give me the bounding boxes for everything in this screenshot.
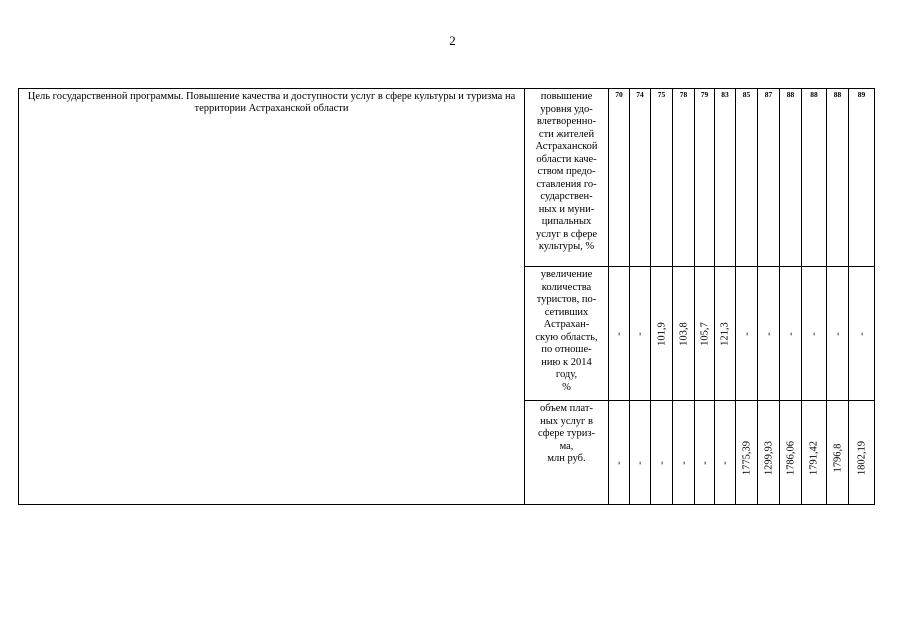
program-goal-text: Цель государственной программы. Повышение качества и доступности услуг в сфере культуры и туризма на территории Астраханской области bbox=[27, 91, 516, 114]
indicator-line: Астрахан- bbox=[543, 319, 590, 330]
value-cell bbox=[609, 401, 630, 505]
value-text: 1775,39 bbox=[741, 440, 752, 475]
value-text: - bbox=[832, 331, 843, 336]
value-text: - bbox=[699, 461, 710, 465]
value-cell bbox=[758, 267, 780, 401]
value-cell: 88 bbox=[802, 89, 827, 267]
value-cell bbox=[849, 401, 875, 505]
value-text: - bbox=[808, 331, 820, 336]
program-goal-cell bbox=[19, 89, 525, 505]
value-cell bbox=[651, 401, 673, 505]
indicator-line: уровня удо- bbox=[540, 103, 593, 115]
value-cell bbox=[609, 267, 630, 401]
indicator-line: % bbox=[562, 381, 571, 393]
value-cell bbox=[758, 401, 780, 505]
indicator-line: сетивших bbox=[544, 306, 589, 318]
value-cell bbox=[630, 401, 651, 505]
indicator-line: ных услуг в bbox=[540, 415, 593, 427]
value-cell: 75 bbox=[651, 89, 673, 267]
indicator-cell bbox=[525, 401, 609, 505]
indicator-line: ставления го- bbox=[536, 178, 597, 190]
value-cell bbox=[715, 267, 736, 401]
value-cell bbox=[827, 401, 849, 505]
value-text: 1786,06 bbox=[785, 440, 796, 475]
indicator-line: сударствен- bbox=[540, 191, 593, 202]
value-cell bbox=[673, 401, 695, 505]
indicator-line: объем плат- bbox=[539, 403, 594, 414]
value-text: 103,8 bbox=[678, 321, 689, 346]
indicator-cell bbox=[525, 267, 609, 401]
indicator-line: услуг в сфере bbox=[535, 228, 598, 240]
value-text: - bbox=[656, 461, 667, 465]
value-cell bbox=[630, 267, 651, 401]
value-text: - bbox=[613, 331, 625, 336]
value-cell: 88 bbox=[780, 89, 802, 267]
indicator-line: скую область, bbox=[535, 331, 598, 343]
indicator-line: влетворенно- bbox=[536, 116, 597, 127]
indicator-line: количества bbox=[541, 281, 592, 293]
indicator-line: ма, bbox=[559, 440, 574, 452]
value-cell bbox=[780, 267, 802, 401]
indicator-line: культуры, % bbox=[538, 241, 595, 252]
value-text: 1802,19 bbox=[856, 440, 867, 475]
page-number: 2 bbox=[449, 33, 456, 48]
value-text: 1791,42 bbox=[808, 440, 820, 475]
value-text: - bbox=[719, 461, 731, 465]
value-cell bbox=[736, 401, 758, 505]
value-text: 105,7 bbox=[699, 321, 710, 346]
table-row bbox=[19, 89, 875, 267]
value-text: - bbox=[678, 461, 689, 465]
value-text: - bbox=[856, 331, 867, 336]
indicator-line: ципальных bbox=[541, 216, 592, 227]
indicator-line: году, bbox=[555, 369, 578, 380]
value-text: 1299,93 bbox=[763, 440, 774, 475]
indicator-line: туристов, по- bbox=[536, 294, 597, 305]
value-text: - bbox=[634, 461, 646, 465]
value-text: 101,9 bbox=[656, 321, 667, 346]
indicator-line: по отноше- bbox=[541, 344, 592, 355]
value-cell bbox=[849, 267, 875, 401]
value-cell bbox=[802, 401, 827, 505]
indicator-line: увеличение bbox=[540, 269, 593, 280]
value-cell: 74 bbox=[630, 89, 651, 267]
value-cell bbox=[780, 401, 802, 505]
indicator-line: сфере туриз- bbox=[537, 428, 595, 439]
indicator-line: ством предо- bbox=[537, 166, 596, 177]
value-cell bbox=[736, 267, 758, 401]
indicator-line: нию к 2014 bbox=[541, 356, 592, 368]
value-cell bbox=[695, 401, 715, 505]
value-cell bbox=[827, 267, 849, 401]
indicator-line: ных и муни- bbox=[538, 203, 595, 215]
value-text: - bbox=[613, 461, 625, 465]
value-text: - bbox=[634, 331, 646, 336]
indicator-line: Астраханской bbox=[535, 141, 598, 152]
value-cell: 89 bbox=[849, 89, 875, 267]
indicator-line: области каче- bbox=[536, 153, 597, 165]
value-cell bbox=[695, 267, 715, 401]
value-cell: 85 bbox=[736, 89, 758, 267]
value-text: - bbox=[785, 331, 796, 336]
indicator-cell bbox=[525, 89, 609, 267]
value-text: 121,3 bbox=[719, 321, 731, 346]
indicator-line: сти жителей bbox=[538, 128, 595, 140]
value-cell: 87 bbox=[758, 89, 780, 267]
value-cell: 79 bbox=[695, 89, 715, 267]
value-text: 1796,8 bbox=[832, 443, 843, 473]
value-cell bbox=[651, 267, 673, 401]
value-cell: 83 bbox=[715, 89, 736, 267]
value-cell: 88 bbox=[827, 89, 849, 267]
value-cell bbox=[802, 267, 827, 401]
value-text: - bbox=[763, 331, 774, 336]
value-cell bbox=[715, 401, 736, 505]
program-indicators-table bbox=[18, 88, 875, 505]
value-cell: 78 bbox=[673, 89, 695, 267]
indicator-line: повышение bbox=[540, 91, 593, 102]
value-cell: 70 bbox=[609, 89, 630, 267]
indicator-line: млн руб. bbox=[547, 453, 586, 464]
value-text: - bbox=[741, 331, 752, 336]
value-cell bbox=[673, 267, 695, 401]
